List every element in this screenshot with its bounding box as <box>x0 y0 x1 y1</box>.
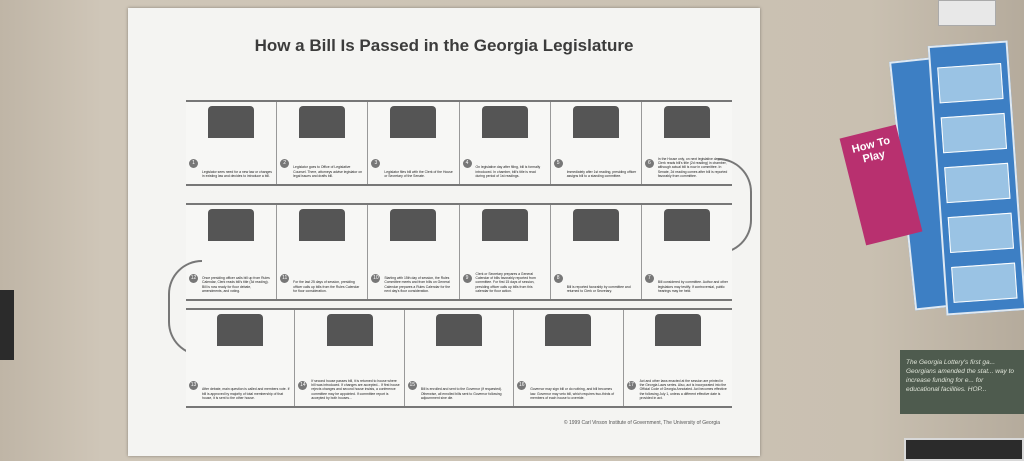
brochure-tile <box>937 63 1003 103</box>
step-text: Legislator sees need for a new law or changes in existing law and decides to introduce a bill. <box>202 169 272 178</box>
step-text: On legislative day after filing, bill is formally introduced. In chamber, bill's title is read during period of 1st readings. <box>475 165 541 178</box>
pen-illustration <box>545 314 591 346</box>
step-cell <box>277 102 368 184</box>
step-number: 9 <box>463 274 472 283</box>
step-number: 3 <box>371 159 380 168</box>
step-text: If second house passes bill, it is returned to house where bill was introduced. If changes are accepted... If first house rejects changes and second house insists, a conference committee may be appointed. If committee report is accepted by both houses... <box>311 378 400 400</box>
step-illustration <box>208 106 254 138</box>
step-illustration <box>208 209 254 241</box>
brochure-rack <box>852 18 1024 308</box>
step-cell <box>295 310 404 406</box>
poster-credit: © 1999 Carl Vinson Institute of Government, The University of Georgia <box>563 420 720 426</box>
step-text: Immediately after 1st reading, presiding officer assigns bill to a standing committee. <box>566 169 637 178</box>
wall-dark-mark <box>0 290 14 360</box>
step-cell <box>405 310 514 406</box>
step-cell <box>551 205 642 299</box>
step-illustration <box>664 209 710 241</box>
brochure-tile <box>941 113 1007 153</box>
step-illustration <box>482 106 528 138</box>
step-number: 7 <box>645 274 654 283</box>
step-text: Starting with 15th day of session, the Rules Committee meets and from bills on General Calendar prepares a Rules Calendar for the next day's floor consideration. <box>384 276 451 293</box>
step-text: Governor may sign bill or do nothing, and bill becomes law. Governor may veto bill, which requires two-thirds of members of each house to override. <box>530 387 615 400</box>
step-illustration <box>299 106 345 138</box>
step-cell <box>460 205 551 299</box>
process-row-2 <box>186 203 732 301</box>
step-number: 4 <box>463 159 472 168</box>
step-illustration <box>482 209 528 241</box>
step-number: 13 <box>190 382 197 388</box>
plaque-frame <box>904 438 1024 461</box>
step-text: For the last 25 days of session, presiding officer calls up bills from the Rules Calendar for floor consideration. <box>293 280 360 293</box>
step-number: 8 <box>554 274 563 283</box>
step-text: Bill is enrolled and sent to the Governor (if requested). Otherwise, all enrolled bills sent to Governor following adjournment sine die. <box>420 387 503 400</box>
law-book-illustration <box>655 314 701 346</box>
step-cell <box>514 310 623 406</box>
step-number: 15 <box>409 382 416 388</box>
wall-plaque: The Georgia Lottery's first ga... Georgians amended the stat... way to increase funding for e... for educational facilities. HOP... <box>900 350 1024 414</box>
step-cell <box>624 310 732 406</box>
step-illustration <box>573 106 619 138</box>
step-text: Act and other laws enacted at the session are printed in the Georgia Laws series. Also, act is incorporated into the Official Code of Georgia Annotated. Act becomes effective the following July 1, unless a different effective date is provided in act. <box>639 378 727 400</box>
step-cell <box>368 205 459 299</box>
step-text: Bill considered by committee. Author and other legislators may testify. If controversial, public hearings may be held. <box>657 280 728 293</box>
process-row-3 <box>186 308 732 408</box>
step-cell <box>368 102 459 184</box>
step-number: 16 <box>518 382 525 388</box>
step-number: 6 <box>645 159 654 168</box>
brochure-tile <box>948 213 1014 253</box>
step-illustration <box>327 314 373 346</box>
step-number: 10 <box>373 275 379 281</box>
step-illustration <box>436 314 482 346</box>
step-cell <box>642 205 732 299</box>
step-text: After debate, main question is called and members vote. If bill is approved by majority of total membership of that house, it is sent to the other house. <box>202 387 290 400</box>
step-text: Legislator goes to Office of Legislative Counsel. There, attorneys advise legislator on legal issues and drafts bill. <box>293 165 363 178</box>
brochure-tile <box>951 263 1017 303</box>
step-text: Clerk or Secretary prepares a General Calendar of bills favorably reported from committee. For first 15 days of session, presiding officer calls up bills from this calendar for floor action. <box>475 271 536 293</box>
process-row-1 <box>186 100 732 186</box>
step-cell <box>460 102 551 184</box>
poster-title: How a Bill Is Passed in the Georgia Legislature <box>254 36 634 55</box>
step-cell <box>277 205 368 299</box>
step-illustration <box>390 209 436 241</box>
step-illustration <box>664 106 710 138</box>
step-number: 14 <box>300 382 306 388</box>
step-number: 2 <box>280 159 289 168</box>
step-cell <box>186 102 277 184</box>
step-illustration <box>299 209 345 241</box>
step-illustration <box>390 106 436 138</box>
step-illustration <box>573 209 619 241</box>
step-cell <box>186 310 295 406</box>
step-number: 5 <box>554 159 563 168</box>
step-text: Bill is reported favorably by committee and returned to Clerk or Secretary. <box>566 284 631 293</box>
gavel-illustration <box>217 314 263 346</box>
step-number: 1 <box>189 159 198 168</box>
step-number: 11 <box>282 275 288 281</box>
brochure-tile <box>944 163 1010 203</box>
poster <box>128 8 760 456</box>
step-text: Legislator files bill with the Clerk of the House or Secretary of the Senate. <box>384 169 453 178</box>
step-text: Once presiding officer calls bill up from Rules Calendar, Clerk reads bill's title (3d reading). Bill is now ready for floor debate, amendments, and voting. <box>202 276 270 293</box>
step-number: 17 <box>628 382 634 388</box>
how-to-play-card: How To Play <box>840 125 923 246</box>
step-number: 12 <box>190 275 197 281</box>
step-cell <box>551 102 642 184</box>
step-text: In the House only, on next legislative day, Clerk reads bill's title (2d reading) in chamber, although actual bill is now in committee. In Senate, 2d reading comes after bill is reported favorably from committee. <box>657 156 728 178</box>
